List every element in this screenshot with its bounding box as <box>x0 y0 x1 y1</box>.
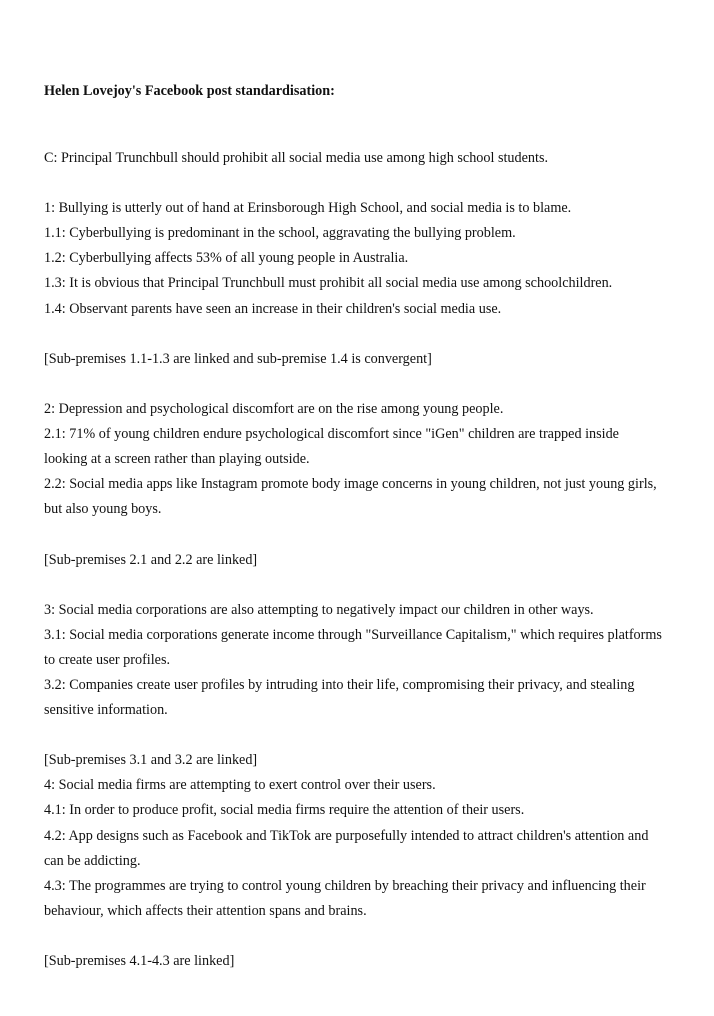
sub-premise-4-2: 4.2: App designs such as Facebook and TikTok are purposefully intended to attract children's attention and <box>44 827 649 844</box>
spacer <box>44 322 684 347</box>
premise-2: 2: Depression and psychological discomfort are on the rise among young people. <box>44 400 504 417</box>
spacer <box>44 573 684 598</box>
premise-3-note: [Sub-premises 3.1 and 3.2 are linked] <box>44 752 258 769</box>
sub-premise-2-2: 2.2: Social media apps like Instagram promote body image concerns in young children, not just young girls, <box>44 476 657 493</box>
sub-premise-3-1: 3.1: Social media corporations generate income through "Surveillance Capitalism," which requires platforms <box>44 626 662 643</box>
premise-4-note: [Sub-premises 4.1-4.3 are linked] <box>44 953 235 969</box>
premise-3: 3: Social media corporations are also attempting to negatively impact our children in other ways. <box>44 601 594 618</box>
sub-premise-4-1: 4.1: In order to produce profit, social media firms require the attention of their users. <box>44 802 525 819</box>
sub-premise-3-2-cont: sensitive information. <box>44 702 168 719</box>
spacer <box>44 723 684 748</box>
premise-1: 1: Bullying is utterly out of hand at Erinsborough High School, and social media is to blame. <box>44 200 572 217</box>
sub-premise-4-3: 4.3: The programmes are trying to control young children by breaching their privacy and influencing their <box>44 877 646 894</box>
document-body <box>44 146 684 974</box>
sub-premise-1-2: 1.2: Cyberbullying affects 53% of all young people in Australia. <box>44 250 409 267</box>
sub-premise-4-2-cont: can be addicting. <box>44 852 141 869</box>
sub-premise-3-2: 3.2: Companies create user profiles by intruding into their life, compromising their privacy, and stealing <box>44 676 635 693</box>
sub-premise-2-1: 2.1: 71% of young children endure psychological discomfort since "iGen" children are trapped inside <box>44 426 619 443</box>
sub-premise-3-1-cont: to create user profiles. <box>44 651 171 668</box>
spacer <box>44 372 684 397</box>
premise-4: 4: Social media firms are attempting to exert control over their users. <box>44 777 436 794</box>
sub-premise-2-2-cont: but also young boys. <box>44 501 162 518</box>
sub-premise-1-3: 1.3: It is obvious that Principal Trunchbull must prohibit all social media use among schoolchildren. <box>44 275 613 292</box>
document-title: Helen Lovejoy's Facebook post standardisation: <box>44 83 335 99</box>
spacer <box>44 522 684 547</box>
premise-2-note: [Sub-premises 2.1 and 2.2 are linked] <box>44 551 258 568</box>
conclusion-line: C: Principal Trunchbull should prohibit all social media use among high school students. <box>44 150 549 166</box>
sub-premise-2-1-cont: looking at a screen rather than playing outside. <box>44 451 310 468</box>
sub-premise-1-1: 1.1: Cyberbullying is predominant in the school, aggravating the bullying problem. <box>44 225 516 242</box>
premise-1-note: [Sub-premises 1.1-1.3 are linked and sub-premise 1.4 is convergent] <box>44 350 432 367</box>
sub-premise-1-4: 1.4: Observant parents have seen an increase in their children's social media use. <box>44 300 502 317</box>
spacer <box>44 924 684 949</box>
sub-premise-4-3-cont: behaviour, which affects their attention spans and brains. <box>44 902 367 919</box>
spacer <box>44 171 684 196</box>
